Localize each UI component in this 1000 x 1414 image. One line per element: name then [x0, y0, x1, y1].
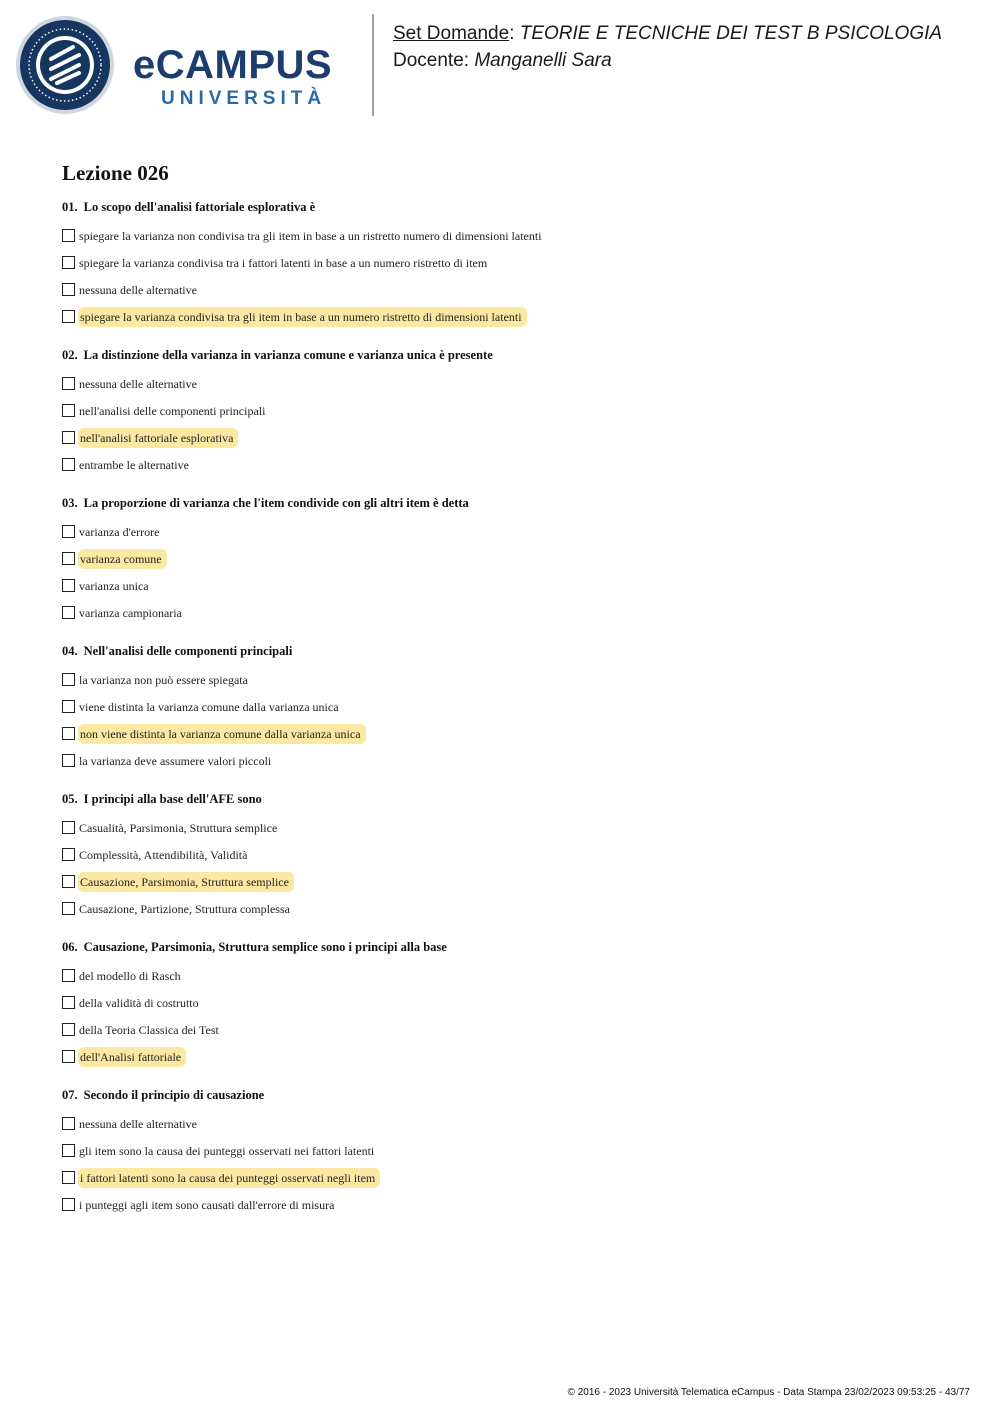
- set-title: TEORIE E TECNICHE DEI TEST B PSICOLOGIA: [519, 23, 943, 44]
- answer-checkbox[interactable]: [62, 848, 75, 861]
- answer-text: i punteggi agli item sono causati dall'errore di misura: [79, 1197, 335, 1212]
- question-text: [62, 1086, 962, 1104]
- question-text: [62, 790, 962, 808]
- answer-text: gli item sono la causa dei punteggi osservati nei fattori latenti: [79, 1143, 375, 1158]
- answer-option[interactable]: [62, 814, 962, 841]
- answer-text-correct: non viene distinta la varianza comune dalla varianza unica: [78, 724, 366, 744]
- question-text: [62, 938, 962, 956]
- question-block: [62, 494, 962, 626]
- answer-option[interactable]: [62, 1043, 962, 1070]
- answer-option[interactable]: [62, 303, 962, 330]
- answer-text: Complessità, Attendibilità, Validità: [79, 847, 248, 862]
- answer-option[interactable]: [62, 424, 962, 451]
- answer-text: spiegare la varianza condivisa tra i fattori latenti in base a un numero ristretto di item: [79, 255, 488, 270]
- answer-text: Casualità, Parsimonia, Struttura semplice: [79, 820, 278, 835]
- page-header: [0, 0, 1000, 130]
- question-label: I principi alla base dell'AFE sono: [83, 792, 262, 806]
- answer-text: la varianza deve assumere valori piccoli: [79, 753, 272, 768]
- answer-checkbox[interactable]: [62, 1117, 75, 1130]
- answer-checkbox[interactable]: [62, 1050, 75, 1063]
- answer-option[interactable]: [62, 895, 962, 922]
- answer-text: varianza unica: [79, 578, 149, 593]
- question-label: Secondo il principio di causazione: [83, 1088, 265, 1102]
- page-footer: © 2016 - 2023 Università Telematica eCampus - Data Stampa 23/02/2023 09:53:25 - 43/77: [567, 1387, 970, 1398]
- answer-text: del modello di Rasch: [79, 968, 181, 983]
- answer-option[interactable]: [62, 1016, 962, 1043]
- question-number: 07.: [62, 1088, 78, 1102]
- answer-checkbox[interactable]: [62, 229, 75, 242]
- question-text: [62, 642, 962, 660]
- answer-text-correct: spiegare la varianza condivisa tra gli item in base a un numero ristretto di dimensioni latenti: [78, 307, 527, 327]
- answer-checkbox[interactable]: [62, 525, 75, 538]
- answer-option[interactable]: [62, 1164, 962, 1191]
- question-block: [62, 1086, 962, 1218]
- answer-checkbox[interactable]: [62, 969, 75, 982]
- answer-option[interactable]: [62, 747, 962, 774]
- answer-text: spiegare la varianza non condivisa tra gli item in base a un ristretto numero di dimensioni latenti: [79, 228, 542, 243]
- answer-option[interactable]: [62, 666, 962, 693]
- answer-option[interactable]: [62, 370, 962, 397]
- answer-checkbox[interactable]: [62, 606, 75, 619]
- brand-subtitle: UNIVERSITÀ: [161, 88, 327, 109]
- answer-checkbox[interactable]: [62, 552, 75, 565]
- question-number: 06.: [62, 940, 78, 954]
- answer-option[interactable]: [62, 222, 962, 249]
- answer-option[interactable]: [62, 841, 962, 868]
- teacher-name: Manganelli Sara: [474, 50, 612, 71]
- answer-option[interactable]: [62, 545, 962, 572]
- answer-checkbox[interactable]: [62, 1023, 75, 1036]
- answer-text-correct: varianza comune: [78, 549, 167, 569]
- question-label: Lo scopo dell'analisi fattoriale esplorativa è: [83, 200, 316, 214]
- answer-checkbox[interactable]: [62, 754, 75, 767]
- question-number: 05.: [62, 792, 78, 806]
- answer-checkbox[interactable]: [62, 700, 75, 713]
- question-text: [62, 494, 962, 512]
- answer-option[interactable]: [62, 962, 962, 989]
- answer-checkbox[interactable]: [62, 404, 75, 417]
- answer-checkbox[interactable]: [62, 821, 75, 834]
- teacher-label: Docente: [393, 50, 464, 71]
- answer-option[interactable]: [62, 868, 962, 895]
- answer-text: nessuna delle alternative: [79, 376, 197, 391]
- answer-text: Causazione, Partizione, Struttura complessa: [79, 901, 290, 916]
- answer-text: nell'analisi delle componenti principali: [79, 403, 266, 418]
- question-block: [62, 790, 962, 922]
- answer-checkbox[interactable]: [62, 727, 75, 740]
- answer-checkbox[interactable]: [62, 431, 75, 444]
- answer-text: varianza campionaria: [79, 605, 182, 620]
- answer-checkbox[interactable]: [62, 256, 75, 269]
- brand-wordmark: [133, 44, 332, 112]
- answer-checkbox[interactable]: [62, 1198, 75, 1211]
- answer-checkbox[interactable]: [62, 902, 75, 915]
- answer-option[interactable]: [62, 518, 962, 545]
- question-list-container: [62, 158, 962, 1234]
- answer-option[interactable]: [62, 397, 962, 424]
- answer-checkbox[interactable]: [62, 579, 75, 592]
- answer-option[interactable]: [62, 599, 962, 626]
- answer-text: varianza d'errore: [79, 524, 160, 539]
- question-number: 01.: [62, 200, 78, 214]
- answer-text: nessuna delle alternative: [79, 282, 197, 297]
- lesson-title: Lezione 026: [62, 161, 169, 185]
- set-label: Set Domande: [393, 23, 510, 44]
- answer-text: la varianza non può essere spiegata: [79, 672, 248, 687]
- answer-option[interactable]: [62, 720, 962, 747]
- answer-option[interactable]: [62, 572, 962, 599]
- answer-option[interactable]: [62, 989, 962, 1016]
- question-list: [62, 198, 962, 1218]
- brand-name: eCAMPUS: [133, 43, 333, 87]
- answer-text-correct: dell'Analisi fattoriale: [78, 1047, 186, 1067]
- question-block: [62, 346, 962, 478]
- answer-option[interactable]: [62, 1137, 962, 1164]
- question-number: 02.: [62, 348, 78, 362]
- question-label: Nell'analisi delle componenti principali: [83, 644, 293, 658]
- question-number: 04.: [62, 644, 78, 658]
- ecampus-seal-logo: [15, 15, 115, 115]
- answer-checkbox[interactable]: [62, 310, 75, 323]
- answer-checkbox[interactable]: [62, 673, 75, 686]
- answer-option[interactable]: [62, 693, 962, 720]
- answer-text-correct: nell'analisi fattoriale esplorativa: [78, 428, 238, 448]
- answer-text-correct: i fattori latenti sono la causa dei punteggi osservati negli item: [78, 1168, 380, 1188]
- question-block: [62, 198, 962, 330]
- header-divider: [372, 14, 374, 116]
- question-block: [62, 642, 962, 774]
- answer-text: entrambe le alternative: [79, 457, 189, 472]
- answer-checkbox[interactable]: [62, 996, 75, 1009]
- answer-text: della Teoria Classica dei Test: [79, 1022, 219, 1037]
- answer-option[interactable]: [62, 276, 962, 303]
- question-number: 03.: [62, 496, 78, 510]
- answer-text: nessuna delle alternative: [79, 1116, 197, 1131]
- answer-text-correct: Causazione, Parsimonia, Struttura semplice: [78, 872, 294, 892]
- answer-option[interactable]: [62, 1191, 962, 1218]
- set-info: Set Domande: TEORIE E TECNICHE DEI TEST B PSICOLOGIA Docente: Manganelli Sara: [393, 23, 943, 71]
- answer-option[interactable]: [62, 451, 962, 478]
- answer-option[interactable]: [62, 249, 962, 276]
- answer-text: della validità di costrutto: [79, 995, 199, 1010]
- question-label: Causazione, Parsimonia, Struttura semplice sono i principi alla base: [83, 940, 447, 954]
- answer-checkbox[interactable]: [62, 458, 75, 471]
- question-label: La distinzione della varianza in varianza comune e varianza unica è presente: [83, 348, 493, 362]
- answer-option[interactable]: [62, 1110, 962, 1137]
- answer-checkbox[interactable]: [62, 283, 75, 296]
- question-block: [62, 938, 962, 1070]
- answer-checkbox[interactable]: [62, 1171, 75, 1184]
- answer-checkbox[interactable]: [62, 875, 75, 888]
- answer-checkbox[interactable]: [62, 377, 75, 390]
- answer-checkbox[interactable]: [62, 1144, 75, 1157]
- question-text: [62, 198, 962, 216]
- question-text: [62, 346, 962, 364]
- answer-text: viene distinta la varianza comune dalla varianza unica: [79, 699, 339, 714]
- question-label: La proporzione di varianza che l'item condivide con gli altri item è detta: [83, 496, 469, 510]
